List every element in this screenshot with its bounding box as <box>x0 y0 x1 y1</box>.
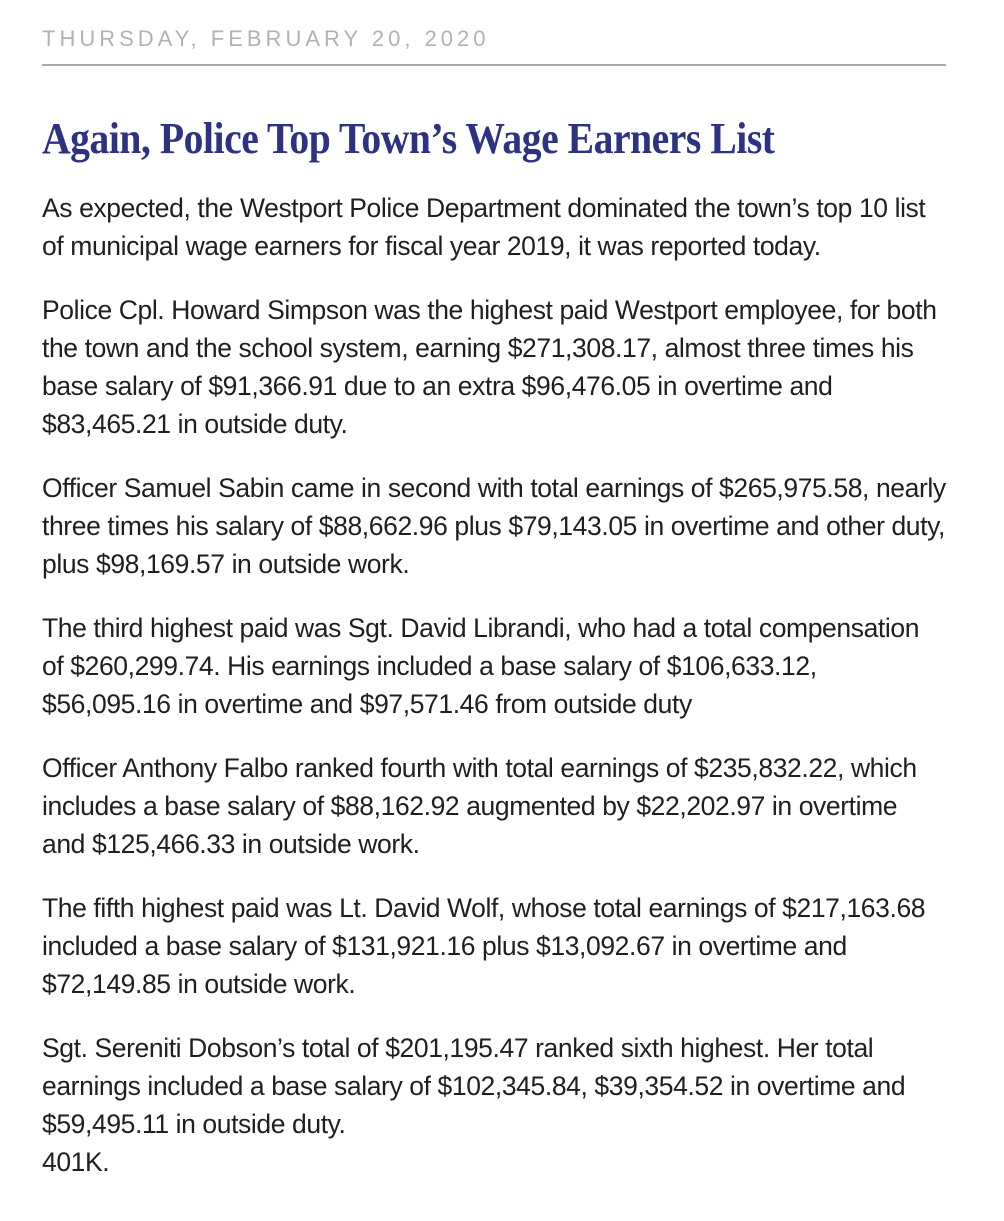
post-title[interactable]: Again, Police Top Town’s Wage Earners List <box>42 114 775 163</box>
article-paragraph-3: Officer Samuel Sabin came in second with total earnings of $265,975.58, nearly three times his salary of $88,662.96 plus $79,143.05 in overtime and other duty, plus $98,169.57 in outside work. <box>42 472 946 579</box>
article-paragraph-4: The third highest paid was Sgt. David Librandi, who had a total compensation of $260,299.74. His earnings included a base salary of $106,633.12, $56,095.16 in overtime and $97,571.46 from outside duty <box>42 612 920 719</box>
article-paragraph-6: The fifth highest paid was Lt. David Wolf, whose total earnings of $217,163.68 included a base salary of $131,921.16 plus $13,092.67 in overtime and $72,149.85 in outside work. <box>42 892 926 999</box>
header-divider <box>42 64 946 66</box>
paragraph-note: 401K. <box>42 1146 110 1177</box>
article-paragraph-5: Officer Anthony Falbo ranked fourth with total earnings of $235,832.22, which includes a base salary of $88,162.92 augmented by $22,202.97 in overtime and $125,466.33 in outside work. <box>42 752 917 859</box>
article-paragraph-1: As expected, the Westport Police Department dominated the town’s top 10 list of municipal wage earners for fiscal year 2019, it was reported today. <box>42 192 926 261</box>
paragraph-text: Sgt. Sereniti Dobson’s total of $201,195.47 ranked sixth highest. Her total earnings included a base salary of $102,345.84, $39,354.52 in overtime and $59,495.11 in outside duty. <box>42 1032 906 1139</box>
post-header <box>42 25 946 66</box>
post-date: THURSDAY, FEBRUARY 20, 2020 <box>42 26 490 51</box>
article-paragraph-7 <box>42 1029 946 1181</box>
post-article <box>42 115 946 1181</box>
article-paragraph-2: Police Cpl. Howard Simpson was the highest paid Westport employee, for both the town and the school system, earning $271,308.17, almost three times his base salary of $91,366.91 due to an extra $96,476.05 in overtime and $83,465.21 in outside duty. <box>42 294 937 439</box>
